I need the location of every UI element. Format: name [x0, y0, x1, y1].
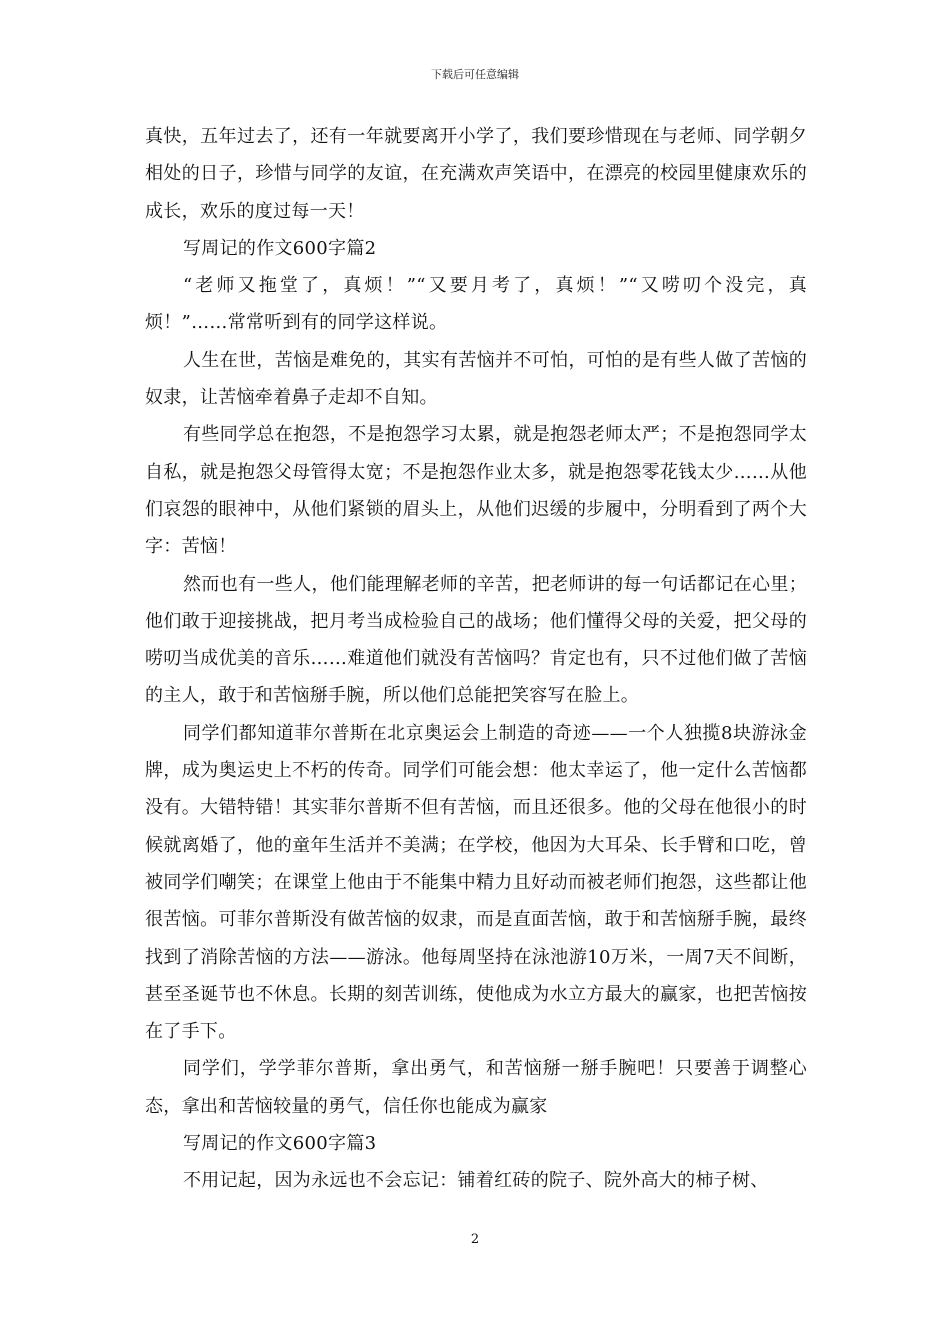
- section-heading: 写周记的作文600字篇2: [183, 237, 377, 259]
- paragraph: “老师又拖堂了，真烦！”“又要月考了，真烦！”“又唠叨个没完，真烦！”……常常听到有的同学这样说。: [145, 275, 807, 334]
- document-body: [145, 118, 807, 1200]
- page-header: 下载后可任意编辑: [431, 68, 519, 81]
- paragraph: 同学们，学学菲尔普斯，拿出勇气，和苦恼掰一掰手腕吧！只要善于调整心态，拿出和苦恼较量的勇气，信任你也能成为赢家: [145, 1058, 807, 1117]
- paragraph: 真快，五年过去了，还有一年就要离开小学了，我们要珍惜现在与老师、同学朝夕相处的日子，珍惜与同学的友谊，在充满欢声笑语中，在漂亮的校园里健康欢乐的成长，欢乐的度过每一天！: [145, 126, 807, 222]
- page-number: 2: [470, 1232, 480, 1247]
- paragraph: 同学们都知道菲尔普斯在北京奥运会上制造的奇迹——一个人独揽8块游泳金牌，成为奥运史上不朽的传奇。同学们可能会想：他太幸运了，他一定什么苦恼都没有。大错特错！其实菲尔普斯不但有苦恼，而且还很多。他的父母在他很小的时候就离婚了，他的童年生活并不美满；在学校，他因为大耳朵、长手臂和口吃，曾被同学们嘲笑；在课堂上他由于不能集中精力且好动而被老师们抱怨，这些都让他很苦恼。可菲尔普斯没有做苦恼的奴隶，而是直面苦恼，敢于和苦恼掰手腕，最终找到了消除苦恼的方法——游泳。他每周坚持在泳池游10万米，一周7天不间断，甚至圣诞节也不休息。长期的刻苦训练，使他成为水立方最大的赢家，也把苦恼按在了手下。: [145, 722, 807, 1043]
- paragraph: 不用记起，因为永远也不会忘记：铺着红砖的院子、院外高大的柿子树、: [183, 1170, 769, 1192]
- paragraph: 然而也有一些人，他们能理解老师的辛苦，把老师讲的每一句话都记在心里；他们敢于迎接挑战，把月考当成检验自己的战场；他们懂得父母的关爱，把父母的唠叨当成优美的音乐……难道他们就没有苦恼吗？肯定也有，只不过他们做了苦恼的主人，敢于和苦恼掰手腕，所以他们总能把笑容写在脸上。: [145, 573, 807, 707]
- paragraph: 有些同学总在抱怨，不是抱怨学习太累，就是抱怨老师太严；不是抱怨同学太自私，就是抱怨父母管得太宽；不是抱怨作业太多，就是抱怨零花钱太少……从他们哀怨的眼神中，从他们紧锁的眉头上，从他们迟缓的步履中，分明看到了两个大字：苦恼！: [145, 424, 807, 558]
- section-heading: 写周记的作文600字篇3: [183, 1133, 377, 1155]
- paragraph: 人生在世，苦恼是难免的，其实有苦恼并不可怕，可怕的是有些人做了苦恼的奴隶，让苦恼牵着鼻子走却不自知。: [145, 349, 807, 409]
